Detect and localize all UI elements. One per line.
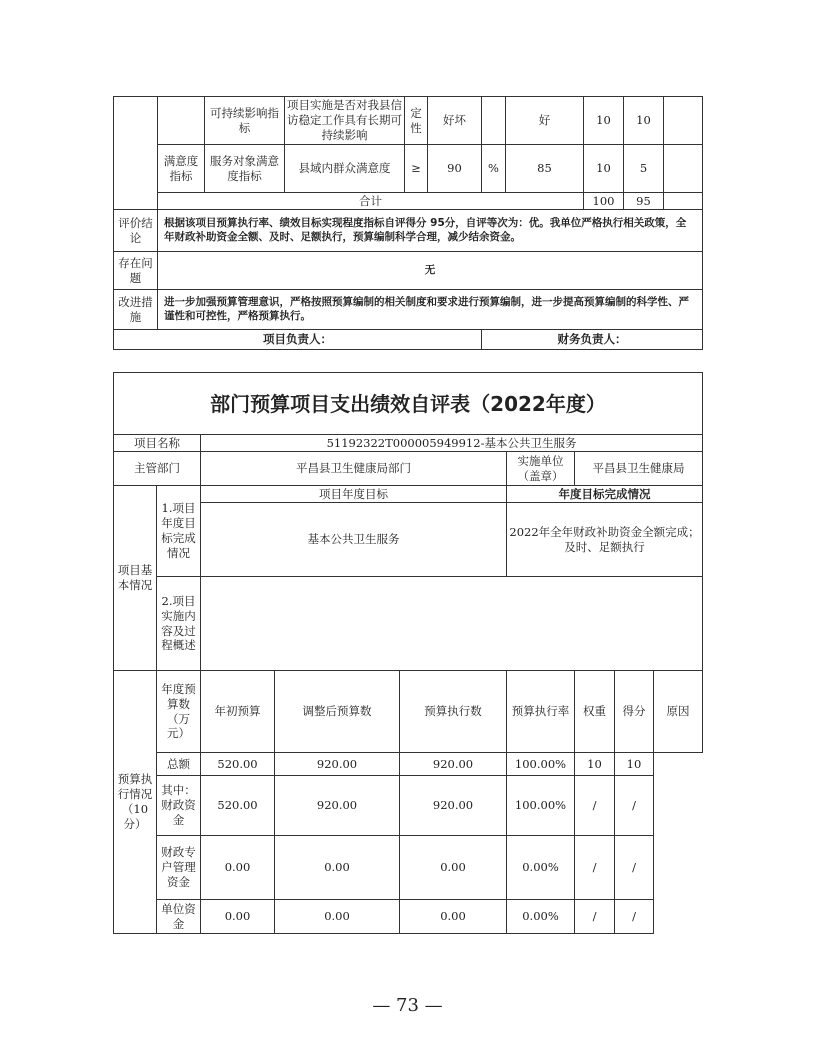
budget-weight: /	[575, 836, 615, 900]
indicator-content: 县域内群众满意度	[285, 145, 405, 193]
indicator-score: 10	[624, 97, 664, 145]
dept-label: 主管部门	[114, 452, 201, 486]
budget-initial: 0.00	[201, 900, 275, 934]
impl-unit-value: 平昌县卫生健康局	[575, 452, 703, 486]
budget-rate: 0.00%	[507, 836, 575, 900]
budget-reason	[654, 753, 703, 934]
indicator-score: 5	[624, 145, 664, 193]
completion-text: 2022年全年财政补助资金全额完成；及时、足额执行	[507, 503, 703, 577]
budget-executed: 0.00	[400, 836, 507, 900]
goal-text: 基本公共卫生服务	[201, 503, 507, 577]
goal-header: 项目年度目标	[201, 486, 507, 503]
indicator-actual: 85	[506, 145, 584, 193]
issues-text: 无	[158, 252, 703, 290]
page-number: — 73 —	[372, 995, 443, 1016]
budget-initial: 0.00	[201, 836, 275, 900]
budget-executed: 0.00	[400, 900, 507, 934]
blank-cell	[114, 145, 158, 193]
indicator-category: 满意度指标	[158, 145, 205, 193]
evaluation-label: 评价结论	[114, 210, 158, 252]
budget-initial: 520.00	[201, 776, 275, 836]
total-label: 合计	[158, 193, 584, 210]
project-name-label: 项目名称	[114, 435, 201, 452]
adjusted-budget-header: 调整后预算数	[275, 671, 400, 753]
budget-weight: /	[575, 900, 615, 934]
project-lead-signature: 项目负责人：	[114, 330, 482, 350]
budget-row-label: 其中：财政资金	[157, 776, 201, 836]
form-title: 部门预算项目支出绩效自评表（2022年度）	[114, 373, 703, 435]
budget-score: /	[615, 776, 654, 836]
executed-budget-header: 预算执行数	[400, 671, 507, 753]
total-weight: 100	[584, 193, 624, 210]
budget-initial: 520.00	[201, 753, 275, 776]
indicator-target: 90	[428, 145, 482, 193]
finance-lead-signature: 财务负责人：	[482, 330, 703, 350]
indicator-name: 服务对象满意度指标	[205, 145, 285, 193]
performance-indicator-table-continued	[113, 96, 703, 350]
indicator-actual: 好	[506, 97, 584, 145]
budget-rate: 0.00%	[507, 900, 575, 934]
total-score: 95	[624, 193, 664, 210]
budget-score: /	[615, 900, 654, 934]
indicator-target: 好坏	[428, 97, 482, 145]
budget-row-label: 单位资金	[157, 900, 201, 934]
score-header: 得分	[615, 671, 654, 753]
indicator-content: 项目实施是否对我县信访稳定工作具有长期可持续影响	[285, 97, 405, 145]
budget-label: 预算执行情况（10分）	[114, 671, 157, 934]
budget-adjusted: 920.00	[275, 776, 400, 836]
budget-rate: 100.00%	[507, 753, 575, 776]
budget-score: /	[615, 836, 654, 900]
blank-cell	[664, 97, 703, 145]
budget-score: 10	[615, 753, 654, 776]
budget-row-label: 财政专户管理资金	[157, 836, 201, 900]
execution-rate-header: 预算执行率	[507, 671, 575, 753]
blank-cell	[664, 145, 703, 193]
indicator-weight: 10	[584, 97, 624, 145]
impl-unit-label: 实施单位（盖章）	[507, 452, 575, 486]
basic-info-label: 项目基本情况	[114, 486, 157, 671]
improvement-text: 进一步加强预算管理意识，严格按照预算编制的相关制度和要求进行预算编制，进一步提高预算编制的科学性、严谨性和可控性，严格预算执行。	[158, 290, 703, 330]
blank-cell	[114, 193, 158, 210]
year-budget-header: 年度预算数（万元）	[157, 671, 201, 753]
budget-adjusted: 920.00	[275, 753, 400, 776]
indicator-unit: %	[482, 145, 506, 193]
blank-cell	[114, 97, 158, 145]
budget-executed: 920.00	[400, 776, 507, 836]
project-name: 51192322T000005949912-基本公共卫生服务	[201, 435, 703, 452]
impl-text	[201, 577, 703, 671]
blank-cell	[158, 97, 205, 145]
indicator-operator: 定性	[405, 97, 428, 145]
budget-row-label: 总额	[157, 753, 201, 776]
budget-weight: 10	[575, 753, 615, 776]
budget-adjusted: 0.00	[275, 836, 400, 900]
improvement-label: 改进措施	[114, 290, 158, 330]
indicator-operator: ≥	[405, 145, 428, 193]
weight-header: 权重	[575, 671, 615, 753]
blank-cell	[664, 193, 703, 210]
dept-value: 平昌县卫生健康局部门	[201, 452, 507, 486]
indicator-unit	[482, 97, 506, 145]
budget-adjusted: 0.00	[275, 900, 400, 934]
self-evaluation-form	[113, 372, 703, 934]
indicator-weight: 10	[584, 145, 624, 193]
impl-label: 2.项目实施内容及过程概述	[157, 577, 201, 671]
budget-rate: 100.00%	[507, 776, 575, 836]
budget-weight: /	[575, 776, 615, 836]
goal-label: 1.项目年度目标完成情况	[157, 486, 201, 577]
indicator-name: 可持续影响指标	[205, 97, 285, 145]
initial-budget-header: 年初预算	[201, 671, 275, 753]
issues-label: 存在问题	[114, 252, 158, 290]
reason-header: 原因	[654, 671, 703, 753]
budget-executed: 920.00	[400, 753, 507, 776]
evaluation-text: 根据该项目预算执行率、绩效目标实现程度指标自评得分 95分，自评等次为：优。我单位严格执行相关政策，全年财政补助资金全额、及时、足额执行，预算编制科学合理，减少结余资金。	[158, 210, 703, 252]
completion-header: 年度目标完成情况	[507, 486, 703, 503]
